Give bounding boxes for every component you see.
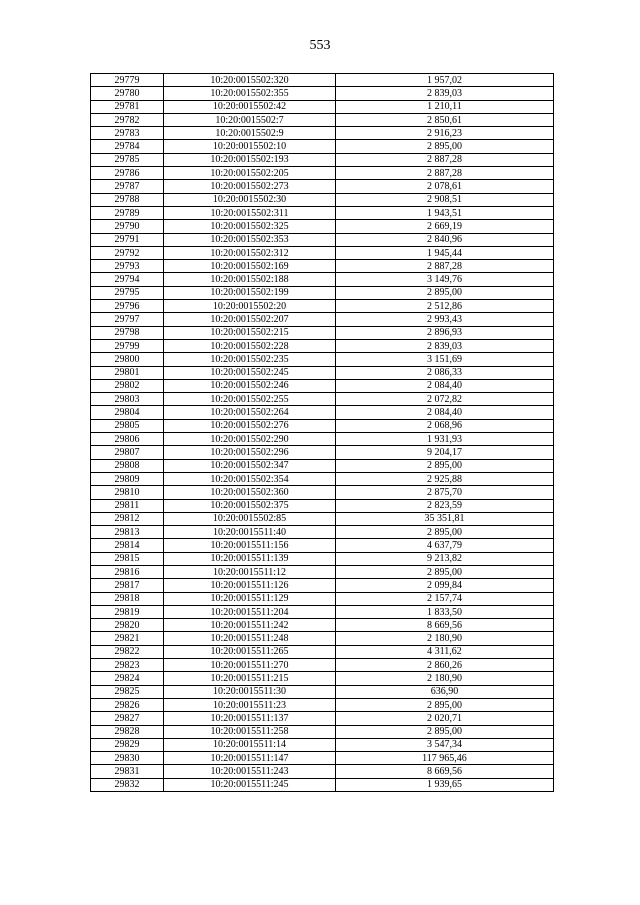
- row-number-cell: 29829: [91, 738, 164, 751]
- cadastral-number-cell: 10:20:0015502:255: [164, 393, 336, 406]
- area-value-cell: 8 669,56: [336, 619, 554, 632]
- area-value-cell: 2 068,96: [336, 419, 554, 432]
- area-value-cell: 2 925,88: [336, 472, 554, 485]
- cadastral-number-cell: 10:20:0015511:258: [164, 725, 336, 738]
- area-value-cell: 636,90: [336, 685, 554, 698]
- row-number-cell: 29816: [91, 565, 164, 578]
- row-number-cell: 29791: [91, 233, 164, 246]
- row-number-cell: 29795: [91, 286, 164, 299]
- table-row: [91, 260, 554, 273]
- cadastral-number-cell: 10:20:0015502:169: [164, 260, 336, 273]
- row-number-cell: 29792: [91, 246, 164, 259]
- table-row: [91, 167, 554, 180]
- cadastral-number-cell: 10:20:0015502:215: [164, 326, 336, 339]
- table-row: [91, 459, 554, 472]
- cadastral-number-cell: 10:20:0015511:243: [164, 765, 336, 778]
- area-value-cell: 1 931,93: [336, 433, 554, 446]
- cadastral-number-cell: 10:20:0015502:375: [164, 499, 336, 512]
- area-value-cell: 2 180,90: [336, 632, 554, 645]
- row-number-cell: 29826: [91, 698, 164, 711]
- row-number-cell: 29779: [91, 74, 164, 87]
- area-value-cell: 2 840,96: [336, 233, 554, 246]
- cadastral-number-cell: 10:20:0015502:347: [164, 459, 336, 472]
- table-row: [91, 579, 554, 592]
- area-value-cell: 4 637,79: [336, 539, 554, 552]
- row-number-cell: 29793: [91, 260, 164, 273]
- cadastral-number-cell: 10:20:0015502:290: [164, 433, 336, 446]
- table-row: [91, 512, 554, 525]
- area-value-cell: 2 669,19: [336, 220, 554, 233]
- cadastral-number-cell: 10:20:0015502:235: [164, 353, 336, 366]
- table-row: [91, 672, 554, 685]
- row-number-cell: 29828: [91, 725, 164, 738]
- area-value-cell: 2 020,71: [336, 712, 554, 725]
- table-row: [91, 379, 554, 392]
- table-row: [91, 685, 554, 698]
- row-number-cell: 29805: [91, 419, 164, 432]
- cadastral-number-cell: 10:20:0015511:139: [164, 552, 336, 565]
- area-value-cell: 2 084,40: [336, 379, 554, 392]
- row-number-cell: 29784: [91, 140, 164, 153]
- row-number-cell: 29806: [91, 433, 164, 446]
- table-row: [91, 233, 554, 246]
- row-number-cell: 29818: [91, 592, 164, 605]
- area-value-cell: 2 157,74: [336, 592, 554, 605]
- row-number-cell: 29823: [91, 659, 164, 672]
- cadastral-number-cell: 10:20:0015502:325: [164, 220, 336, 233]
- cadastral-number-cell: 10:20:0015511:40: [164, 526, 336, 539]
- row-number-cell: 29814: [91, 539, 164, 552]
- row-number-cell: 29780: [91, 87, 164, 100]
- area-value-cell: 1 943,51: [336, 206, 554, 219]
- row-number-cell: 29817: [91, 579, 164, 592]
- table-row: [91, 446, 554, 459]
- table-row: [91, 472, 554, 485]
- row-number-cell: 29830: [91, 752, 164, 765]
- table-row: [91, 725, 554, 738]
- area-value-cell: 2 078,61: [336, 180, 554, 193]
- table-row: [91, 698, 554, 711]
- table-row: [91, 406, 554, 419]
- cadastral-number-cell: 10:20:0015502:360: [164, 486, 336, 499]
- area-value-cell: 35 351,81: [336, 512, 554, 525]
- table-row: [91, 539, 554, 552]
- row-number-cell: 29790: [91, 220, 164, 233]
- area-value-cell: 2 895,00: [336, 286, 554, 299]
- area-value-cell: 2 896,93: [336, 326, 554, 339]
- table-row: [91, 100, 554, 113]
- row-number-cell: 29788: [91, 193, 164, 206]
- cadastral-number-cell: 10:20:0015511:242: [164, 619, 336, 632]
- row-number-cell: 29813: [91, 526, 164, 539]
- table-row: [91, 632, 554, 645]
- area-value-cell: 2 875,70: [336, 486, 554, 499]
- area-value-cell: 2 839,03: [336, 87, 554, 100]
- table-row: [91, 74, 554, 87]
- cadastral-number-cell: 10:20:0015511:126: [164, 579, 336, 592]
- table-row: [91, 659, 554, 672]
- cadastral-number-cell: 10:20:0015502:85: [164, 512, 336, 525]
- table-row: [91, 552, 554, 565]
- area-value-cell: 2 895,00: [336, 725, 554, 738]
- row-number-cell: 29800: [91, 353, 164, 366]
- area-value-cell: 2 895,00: [336, 459, 554, 472]
- cadastral-number-cell: 10:20:0015502:296: [164, 446, 336, 459]
- table-row: [91, 738, 554, 751]
- area-value-cell: 2 895,00: [336, 698, 554, 711]
- table-row: [91, 353, 554, 366]
- table-row: [91, 313, 554, 326]
- area-value-cell: 2 908,51: [336, 193, 554, 206]
- table-row: [91, 140, 554, 153]
- area-value-cell: 2 895,00: [336, 140, 554, 153]
- table-row: [91, 605, 554, 618]
- row-number-cell: 29810: [91, 486, 164, 499]
- row-number-cell: 29811: [91, 499, 164, 512]
- area-value-cell: 2 887,28: [336, 153, 554, 166]
- table-row: [91, 645, 554, 658]
- cadastral-number-cell: 10:20:0015511:204: [164, 605, 336, 618]
- row-number-cell: 29785: [91, 153, 164, 166]
- row-number-cell: 29819: [91, 605, 164, 618]
- area-value-cell: 117 965,46: [336, 752, 554, 765]
- table-row: [91, 752, 554, 765]
- row-number-cell: 29827: [91, 712, 164, 725]
- cadastral-number-cell: 10:20:0015502:245: [164, 366, 336, 379]
- row-number-cell: 29782: [91, 113, 164, 126]
- cadastral-number-cell: 10:20:0015502:228: [164, 339, 336, 352]
- page-number: 553: [309, 38, 331, 53]
- area-value-cell: 2 072,82: [336, 393, 554, 406]
- cadastral-number-cell: 10:20:0015511:14: [164, 738, 336, 751]
- cadastral-number-cell: 10:20:0015502:354: [164, 472, 336, 485]
- cadastral-number-cell: 10:20:0015511:129: [164, 592, 336, 605]
- table-row: [91, 153, 554, 166]
- table-row: [91, 393, 554, 406]
- area-value-cell: 4 311,62: [336, 645, 554, 658]
- row-number-cell: 29815: [91, 552, 164, 565]
- cadastral-number-cell: 10:20:0015502:205: [164, 167, 336, 180]
- cadastral-number-cell: 10:20:0015502:273: [164, 180, 336, 193]
- area-value-cell: 2 993,43: [336, 313, 554, 326]
- table-row: [91, 619, 554, 632]
- table-row: [91, 113, 554, 126]
- cadastral-number-cell: 10:20:0015502:188: [164, 273, 336, 286]
- table-row: [91, 339, 554, 352]
- cadastral-number-cell: 10:20:0015502:312: [164, 246, 336, 259]
- cadastral-number-cell: 10:20:0015511:23: [164, 698, 336, 711]
- table-row: [91, 765, 554, 778]
- row-number-cell: 29820: [91, 619, 164, 632]
- cadastral-number-cell: 10:20:0015502:199: [164, 286, 336, 299]
- row-number-cell: 29821: [91, 632, 164, 645]
- area-value-cell: 2 180,90: [336, 672, 554, 685]
- row-number-cell: 29802: [91, 379, 164, 392]
- table-row: [91, 778, 554, 791]
- cadastral-number-cell: 10:20:0015511:215: [164, 672, 336, 685]
- area-value-cell: 2 823,59: [336, 499, 554, 512]
- area-value-cell: 2 512,86: [336, 300, 554, 313]
- row-number-cell: 29799: [91, 339, 164, 352]
- area-value-cell: 3 151,69: [336, 353, 554, 366]
- area-value-cell: 9 204,17: [336, 446, 554, 459]
- area-value-cell: 3 149,76: [336, 273, 554, 286]
- row-number-cell: 29825: [91, 685, 164, 698]
- cadastral-number-cell: 10:20:0015511:270: [164, 659, 336, 672]
- area-value-cell: 1 833,50: [336, 605, 554, 618]
- row-number-cell: 29798: [91, 326, 164, 339]
- table-row: [91, 326, 554, 339]
- table-row: [91, 433, 554, 446]
- cadastral-number-cell: 10:20:0015502:42: [164, 100, 336, 113]
- row-number-cell: 29824: [91, 672, 164, 685]
- table-row: [91, 366, 554, 379]
- cadastral-number-cell: 10:20:0015511:12: [164, 565, 336, 578]
- row-number-cell: 29787: [91, 180, 164, 193]
- area-value-cell: 3 547,34: [336, 738, 554, 751]
- row-number-cell: 29809: [91, 472, 164, 485]
- area-value-cell: 1 945,44: [336, 246, 554, 259]
- cadastral-number-cell: 10:20:0015502:20: [164, 300, 336, 313]
- row-number-cell: 29822: [91, 645, 164, 658]
- cadastral-number-cell: 10:20:0015502:10: [164, 140, 336, 153]
- area-value-cell: 1 957,02: [336, 74, 554, 87]
- row-number-cell: 29807: [91, 446, 164, 459]
- table-row: [91, 486, 554, 499]
- table-row: [91, 592, 554, 605]
- area-value-cell: 2 860,26: [336, 659, 554, 672]
- table-row: [91, 499, 554, 512]
- row-number-cell: 29789: [91, 206, 164, 219]
- area-value-cell: 2 084,40: [336, 406, 554, 419]
- area-value-cell: 2 839,03: [336, 339, 554, 352]
- area-value-cell: 1 210,11: [336, 100, 554, 113]
- area-value-cell: 2 895,00: [336, 526, 554, 539]
- row-number-cell: 29804: [91, 406, 164, 419]
- area-value-cell: 2 916,23: [336, 127, 554, 140]
- row-number-cell: 29786: [91, 167, 164, 180]
- table-row: [91, 286, 554, 299]
- table-row: [91, 300, 554, 313]
- table-row: [91, 712, 554, 725]
- table-row: [91, 206, 554, 219]
- land-plot-table: [90, 73, 554, 792]
- table-row: [91, 246, 554, 259]
- area-value-cell: 8 669,56: [336, 765, 554, 778]
- table-row: [91, 419, 554, 432]
- table-row: [91, 180, 554, 193]
- row-number-cell: 29783: [91, 127, 164, 140]
- cadastral-number-cell: 10:20:0015502:276: [164, 419, 336, 432]
- cadastral-number-cell: 10:20:0015502:30: [164, 193, 336, 206]
- cadastral-number-cell: 10:20:0015511:265: [164, 645, 336, 658]
- row-number-cell: 29831: [91, 765, 164, 778]
- area-value-cell: 2 086,33: [336, 366, 554, 379]
- cadastral-number-cell: 10:20:0015502:264: [164, 406, 336, 419]
- area-value-cell: 9 213,82: [336, 552, 554, 565]
- row-number-cell: 29803: [91, 393, 164, 406]
- cadastral-number-cell: 10:20:0015511:137: [164, 712, 336, 725]
- row-number-cell: 29808: [91, 459, 164, 472]
- cadastral-number-cell: 10:20:0015511:30: [164, 685, 336, 698]
- area-value-cell: 2 850,61: [336, 113, 554, 126]
- table-row: [91, 127, 554, 140]
- area-value-cell: 2 895,00: [336, 565, 554, 578]
- cadastral-number-cell: 10:20:0015502:193: [164, 153, 336, 166]
- row-number-cell: 29797: [91, 313, 164, 326]
- table-row: [91, 526, 554, 539]
- row-number-cell: 29801: [91, 366, 164, 379]
- table-row: [91, 87, 554, 100]
- table-body: [91, 74, 554, 792]
- area-value-cell: 2 887,28: [336, 260, 554, 273]
- table-row: [91, 220, 554, 233]
- cadastral-number-cell: 10:20:0015502:9: [164, 127, 336, 140]
- table-row: [91, 193, 554, 206]
- cadastral-number-cell: 10:20:0015502:7: [164, 113, 336, 126]
- cadastral-number-cell: 10:20:0015511:245: [164, 778, 336, 791]
- cadastral-number-cell: 10:20:0015511:156: [164, 539, 336, 552]
- area-value-cell: 1 939,65: [336, 778, 554, 791]
- row-number-cell: 29812: [91, 512, 164, 525]
- row-number-cell: 29794: [91, 273, 164, 286]
- cadastral-number-cell: 10:20:0015502:246: [164, 379, 336, 392]
- cadastral-number-cell: 10:20:0015502:355: [164, 87, 336, 100]
- row-number-cell: 29796: [91, 300, 164, 313]
- cadastral-number-cell: 10:20:0015502:320: [164, 74, 336, 87]
- cadastral-number-cell: 10:20:0015502:207: [164, 313, 336, 326]
- table-row: [91, 273, 554, 286]
- row-number-cell: 29832: [91, 778, 164, 791]
- area-value-cell: 2 887,28: [336, 167, 554, 180]
- row-number-cell: 29781: [91, 100, 164, 113]
- area-value-cell: 2 099,84: [336, 579, 554, 592]
- cadastral-number-cell: 10:20:0015511:248: [164, 632, 336, 645]
- cadastral-number-cell: 10:20:0015502:311: [164, 206, 336, 219]
- cadastral-number-cell: 10:20:0015511:147: [164, 752, 336, 765]
- cadastral-number-cell: 10:20:0015502:353: [164, 233, 336, 246]
- table-row: [91, 565, 554, 578]
